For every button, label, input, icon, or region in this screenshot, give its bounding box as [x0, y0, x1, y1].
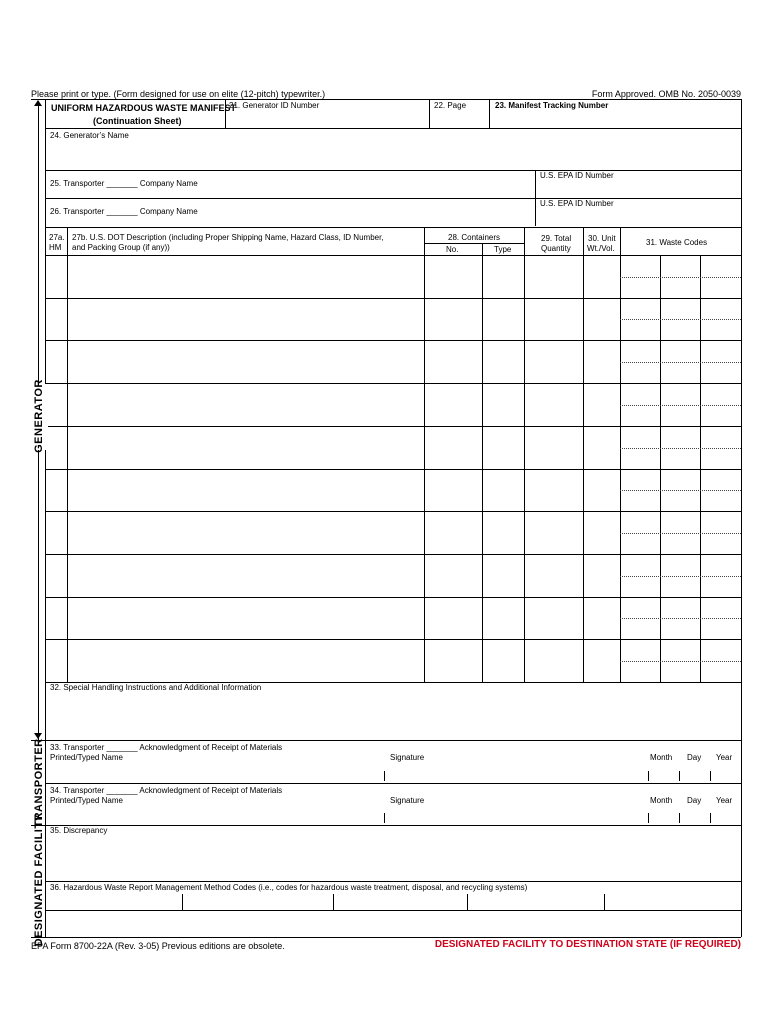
t33-date-input[interactable]	[648, 763, 738, 781]
row-7-description-input[interactable]	[68, 512, 424, 553]
field-36-label: 36. Hazardous Waste Report Management Method Codes (i.e., codes for hazardous waste treatment, disposal, and recycling systems)	[50, 883, 528, 892]
field-23-label: 23. Manifest Tracking Number	[495, 101, 609, 110]
method-code-1-input[interactable]	[47, 895, 180, 909]
col-28-label: 28. Containers	[448, 233, 501, 242]
t33-month-label: Month	[650, 753, 673, 762]
page-input[interactable]	[430, 110, 488, 127]
col-28-no: No.	[446, 245, 459, 254]
tick	[648, 771, 649, 781]
tick	[710, 813, 711, 823]
row-10-waste-code-2-input[interactable]	[661, 640, 700, 681]
row-9-containers-type-input[interactable]	[483, 598, 524, 638]
row-1-waste-code-2-input[interactable]	[661, 256, 700, 297]
bottom-rule	[31, 937, 741, 938]
field-33-label: 33. Transporter _______ Acknowledgment of Receipt of Materials	[50, 743, 283, 752]
instructions-text: Please print or type. (Form designed for use on elite (12-pitch) typewriter.)	[31, 89, 326, 99]
tick	[679, 771, 680, 781]
row-2-containers-type-input[interactable]	[483, 299, 524, 339]
row-3-unit-input[interactable]	[584, 341, 620, 382]
t34-printed-name-input[interactable]	[46, 806, 382, 824]
row-8-description-input[interactable]	[68, 555, 424, 596]
generator-side-label: GENERATOR	[33, 379, 45, 453]
row-5-containers-type-input[interactable]	[483, 427, 524, 468]
t33-signature-input[interactable]	[388, 763, 628, 781]
row-6-unit-input[interactable]	[584, 470, 620, 510]
form-subtitle: (Continuation Sheet)	[93, 116, 182, 126]
row-3-waste-code-1-input[interactable]	[621, 341, 660, 382]
col-30-label-2: Wt./Vol.	[587, 244, 615, 253]
row-7-waste-code-1-input[interactable]	[621, 512, 660, 553]
rule	[45, 783, 741, 784]
t34-signature-label: Signature	[390, 796, 425, 805]
divider	[467, 894, 468, 910]
t34-printed-label: Printed/Typed Name	[50, 796, 123, 805]
t34-signature-input[interactable]	[388, 806, 628, 824]
col-29-label: 29. Total	[541, 234, 572, 243]
col-27a-label: 27a.	[49, 233, 65, 242]
row-5-total-quantity-input[interactable]	[525, 427, 583, 468]
arrow-up-icon	[34, 100, 42, 106]
col-27b-label-2: and Packing Group (if any))	[72, 243, 170, 252]
row-5-unit-input[interactable]	[584, 427, 620, 468]
col-30-label: 30. Unit	[588, 234, 616, 243]
row-1-containers-no-input[interactable]	[425, 256, 482, 297]
tick	[384, 813, 385, 823]
col-28-type: Type	[494, 245, 512, 254]
row-3-containers-no-input[interactable]	[425, 341, 482, 382]
row-2-total-quantity-input[interactable]	[525, 299, 583, 339]
transporter-26-epa-id-input[interactable]	[536, 209, 740, 225]
row-6-waste-code-3-input[interactable]	[701, 470, 741, 510]
rule	[45, 128, 741, 129]
row-3-containers-type-input[interactable]	[483, 341, 524, 382]
field-26-label: 26. Transporter _______ Company Name	[50, 207, 198, 216]
row-10-waste-code-3-input[interactable]	[701, 640, 741, 681]
row-9-waste-code-1-input[interactable]	[621, 598, 660, 638]
row-8-waste-code-2-input[interactable]	[661, 555, 700, 596]
row-6-total-quantity-input[interactable]	[525, 470, 583, 510]
row-2-waste-code-3-input[interactable]	[701, 299, 741, 339]
rule	[45, 170, 741, 171]
row-9-description-input[interactable]	[68, 598, 424, 638]
row-5-waste-code-1-input[interactable]	[621, 427, 660, 468]
field-22-label: 22. Page	[434, 101, 467, 110]
row-9-waste-code-2-input[interactable]	[661, 598, 700, 638]
t33-printed-label: Printed/Typed Name	[50, 753, 123, 762]
form-title: UNIFORM HAZARDOUS WASTE MANIFEST	[51, 103, 236, 113]
col-27b-label: 27b. U.S. DOT Description (including Proper Shipping Name, Hazard Class, ID Number,	[72, 233, 384, 242]
row-2-waste-code-1-input[interactable]	[621, 299, 660, 339]
field-35-label: 35. Discrepancy	[50, 826, 108, 835]
t33-day-label: Day	[687, 753, 702, 762]
row-1-description-input[interactable]	[68, 256, 424, 297]
epa-id-25-label: U.S. EPA ID Number	[540, 171, 614, 180]
field-24-label: 24. Generator’s Name	[50, 131, 129, 140]
row-3-waste-code-3-input[interactable]	[701, 341, 741, 382]
epa-id-26-label: U.S. EPA ID Number	[540, 199, 614, 208]
row-5-hm-input[interactable]	[46, 427, 67, 468]
row-7-unit-input[interactable]	[584, 512, 620, 553]
special-handling-input[interactable]	[46, 694, 740, 738]
row-3-total-quantity-input[interactable]	[525, 341, 583, 382]
rule	[31, 825, 741, 826]
row-1-total-quantity-input[interactable]	[525, 256, 583, 297]
row-9-containers-no-input[interactable]	[425, 598, 482, 638]
row-8-hm-input[interactable]	[46, 555, 67, 596]
method-code-2-input[interactable]	[184, 895, 331, 909]
t34-day-label: Day	[687, 796, 702, 805]
col-27a-hm: HM	[49, 243, 62, 252]
row-4-total-quantity-input[interactable]	[525, 384, 583, 425]
field-32-label: 32. Special Handling Instructions and Additional Information	[50, 683, 262, 692]
tick	[679, 813, 680, 823]
form-number: EPA Form 8700-22A (Rev. 3-05) Previous editions are obsolete.	[31, 941, 285, 951]
divider	[604, 894, 605, 910]
divider	[182, 894, 183, 910]
row-3-hm-input[interactable]	[46, 341, 67, 382]
t34-year-label: Year	[716, 796, 733, 805]
transporter-25-epa-id-input[interactable]	[536, 181, 740, 197]
row-8-containers-no-input[interactable]	[425, 555, 482, 596]
omb-number: Form Approved. OMB No. 2050-0039	[591, 89, 741, 99]
transporter-side-label: TRANSPORTER	[33, 738, 45, 828]
col-31-label: 31. Waste Codes	[646, 238, 708, 247]
row-7-waste-code-3-input[interactable]	[701, 512, 741, 553]
tick	[384, 771, 385, 781]
row-1-unit-input[interactable]	[584, 256, 620, 297]
row-10-waste-code-1-input[interactable]	[621, 640, 660, 681]
row-4-description-input[interactable]	[68, 384, 424, 425]
row-9-hm-input[interactable]	[46, 598, 67, 638]
row-8-waste-code-3-input[interactable]	[701, 555, 741, 596]
row-10-unit-input[interactable]	[584, 640, 620, 681]
t34-month-label: Month	[650, 796, 673, 805]
row-7-total-quantity-input[interactable]	[525, 512, 583, 553]
row-8-containers-type-input[interactable]	[483, 555, 524, 596]
row-2-hm-input[interactable]	[46, 299, 67, 339]
row-6-containers-no-input[interactable]	[425, 470, 482, 510]
row-10-hm-input[interactable]	[46, 640, 67, 681]
row-7-containers-type-input[interactable]	[483, 512, 524, 553]
row-8-unit-input[interactable]	[584, 555, 620, 596]
row-5-description-input[interactable]	[68, 427, 424, 468]
row-10-description-input[interactable]	[68, 640, 424, 681]
row-5-containers-no-input[interactable]	[425, 427, 482, 468]
top-rule	[31, 99, 741, 100]
facility-side-label: DESIGNATED FACILITY	[33, 813, 45, 947]
method-code-4-input[interactable]	[469, 895, 602, 909]
field-25-label: 25. Transporter _______ Company Name	[50, 179, 198, 188]
row-8-total-quantity-input[interactable]	[525, 555, 583, 596]
row-4-containers-type-input[interactable]	[483, 384, 524, 425]
discrepancy-input[interactable]	[46, 837, 740, 879]
row-9-waste-code-3-input[interactable]	[701, 598, 741, 638]
row-2-unit-input[interactable]	[584, 299, 620, 339]
rule	[45, 227, 741, 228]
rule	[45, 910, 741, 911]
row-4-waste-code-2-input[interactable]	[661, 384, 700, 425]
routing-instruction: DESIGNATED FACILITY TO DESTINATION STATE (IF REQUIRED)	[434, 939, 741, 950]
row-6-hm-input[interactable]	[46, 470, 67, 510]
row-5-waste-code-3-input[interactable]	[701, 427, 741, 468]
method-code-5-input[interactable]	[606, 895, 739, 909]
row-10-containers-no-input[interactable]	[425, 640, 482, 681]
row-6-waste-code-1-input[interactable]	[621, 470, 660, 510]
row-7-waste-code-2-input[interactable]	[661, 512, 700, 553]
manifest-tracking-input[interactable]	[490, 110, 740, 127]
tick	[648, 813, 649, 823]
form-right-border	[741, 99, 742, 937]
row-1-hm-input[interactable]	[46, 256, 67, 297]
row-6-waste-code-2-input[interactable]	[661, 470, 700, 510]
field-34-label: 34. Transporter _______ Acknowledgment of Receipt of Materials	[50, 786, 283, 795]
row-4-hm-input[interactable]	[46, 384, 67, 425]
row-1-containers-type-input[interactable]	[483, 256, 524, 297]
row-10-containers-type-input[interactable]	[483, 640, 524, 681]
t33-signature-label: Signature	[390, 753, 425, 762]
row-2-waste-code-2-input[interactable]	[661, 299, 700, 339]
row-1-waste-code-3-input[interactable]	[701, 256, 741, 297]
generator-id-input[interactable]	[226, 110, 429, 127]
row-4-unit-input[interactable]	[584, 384, 620, 425]
row-3-waste-code-2-input[interactable]	[661, 341, 700, 382]
row-9-total-quantity-input[interactable]	[525, 598, 583, 638]
row-1-waste-code-1-input[interactable]	[621, 256, 660, 297]
row-8-waste-code-1-input[interactable]	[621, 555, 660, 596]
rule	[45, 881, 741, 882]
row-2-containers-no-input[interactable]	[425, 299, 482, 339]
row-7-containers-no-input[interactable]	[425, 512, 482, 553]
rule	[31, 740, 741, 741]
generator-name-input[interactable]	[46, 141, 740, 169]
row-4-containers-no-input[interactable]	[425, 384, 482, 425]
row-2-description-input[interactable]	[68, 299, 424, 339]
tick	[710, 771, 711, 781]
row-9-unit-input[interactable]	[584, 598, 620, 638]
row-10-total-quantity-input[interactable]	[525, 640, 583, 681]
row-3-description-input[interactable]	[68, 341, 424, 382]
col-29-label-2: Quantity	[541, 244, 571, 253]
t33-year-label: Year	[716, 753, 733, 762]
row-5-waste-code-2-input[interactable]	[661, 427, 700, 468]
rule	[424, 243, 524, 244]
row-7-hm-input[interactable]	[46, 512, 67, 553]
row-4-waste-code-3-input[interactable]	[701, 384, 741, 425]
method-code-3-input[interactable]	[335, 895, 465, 909]
t34-date-input[interactable]	[648, 806, 738, 824]
field-21-label: 21. Generator ID Number	[229, 101, 320, 110]
rule	[45, 198, 741, 199]
row-6-containers-type-input[interactable]	[483, 470, 524, 510]
row-4-waste-code-1-input[interactable]	[621, 384, 660, 425]
t33-printed-name-input[interactable]	[46, 763, 382, 781]
divider	[333, 894, 334, 910]
row-6-description-input[interactable]	[68, 470, 424, 510]
